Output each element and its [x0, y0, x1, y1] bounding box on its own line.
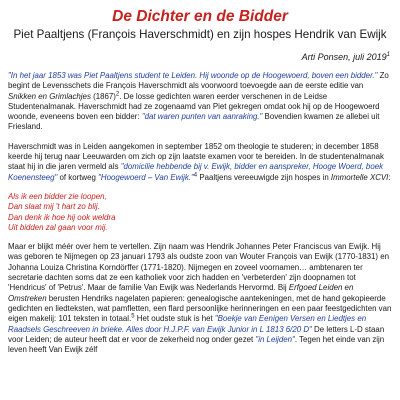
- quote: "dat waren punten van aanraking.": [141, 112, 263, 122]
- page-subtitle: Piet Paaltjens (François Haverschmidt) en zijn hospes Hendrik van Ewijk: [13, 28, 387, 41]
- footnote-ref[interactable]: 1: [386, 52, 390, 58]
- body-text: . De losse gedichten waren eerder verschenen in de Leidse Studentenalmanak. Haverschmidt had ze zogenaamd van Piet gekregen omdat ook hij op de Hoogewoerd woonde, eveneens boven een bidder:: [8, 91, 380, 122]
- body-text: berusten Hendriks nagelaten papieren: genealogische aantekeningen, met de hand gekopieerde gedichten en liedteksten, wat pamfletten, een flard persoonlijke herinneringen en een paar feestgedichten van eigen makelij: 101 teksten in totaal.: [8, 293, 392, 324]
- body-text: . Tegen het einde van zijn leven heeft Van Ewijk zélf: [8, 334, 385, 355]
- poem-line: Dan denk ik hoe hij ook weldra: [8, 212, 116, 222]
- body-text: Paaltjens vereeuwigde zijn hospes in: [197, 172, 331, 182]
- paragraph-3: [8, 242, 392, 355]
- body-text: Zo begint de Levensschets die François Haverschmidt als voorwoord toevoegde aan de eerste editie van: [8, 71, 389, 91]
- body-text: Maar er blijkt méér over hem te vertellen. Zijn naam was Hendrik Johannes Peter Franciscus van Ewijk. Hij was geboren te Nijmegen op 23 januari 1793 als oudste zoon van Wouter François van Ewijk (1770-1831) en Johanna Louiza Christina Korndörffer (1771-1820). Nijmegen en zoveel voornamen… ambtenaren ter secretarie dachten soms dat ze een katholiek voor zich hadden en 'verbeterden' zijn doopnamen tot 'Hendricus' of 'Petrus'. Maar de familie Van Ewijk was Nederlands Hervormd. Bij: [8, 242, 390, 293]
- body-text: of kortweg: [57, 172, 99, 182]
- body-text: De letters L-D staan voor Leiden; de auteur heeft dat er voor de zekerheid nog onder gezet: [8, 324, 385, 344]
- body-text: :: [388, 172, 391, 182]
- author-line: [8, 52, 390, 63]
- paragraph-1: [8, 71, 392, 133]
- poem-line: Als ik een bidder zie loopen,: [8, 191, 107, 201]
- paragraph-2: [8, 142, 392, 183]
- page-title: De Dichter en de Bidder: [112, 8, 288, 25]
- author-name: Arti Ponsen, juli 2019: [301, 52, 387, 62]
- footnote-ref[interactable]: 4: [193, 172, 198, 179]
- quote: "In het jaar 1853 was Piet Paaltjens student te Leiden. Hij woonde op de Hoogewoerd, boven een bidder.": [8, 71, 378, 80]
- footnote-ref[interactable]: 5: [131, 313, 135, 320]
- poem-title: Immortelle XCVI: [330, 172, 389, 182]
- poem: [8, 192, 392, 233]
- body-text: Bovendien kwamen ze allebei uit Friesland.: [8, 112, 380, 132]
- archive-name: Erfgoed Leiden en Omstreken: [8, 283, 354, 303]
- book-title: Snikken en Grimlachjes: [8, 91, 91, 101]
- footnote-ref[interactable]: 2: [115, 90, 120, 97]
- poem-line: Dan slaat mij 't hart zo blij.: [8, 202, 100, 212]
- quote: "Hoogewoerd – Van Ewijk.": [98, 172, 194, 182]
- poem-line: Uit bidden zal gaan voor mij.: [8, 222, 108, 232]
- body-text: Het oudste stuk is het: [134, 314, 215, 324]
- quote: "domicilie hebbende bij v. Ewijk, bidder en aanspreker, Hooge Woerd, boek Koenensteeg": [8, 162, 384, 182]
- quote: "Boekje van Eenigen Versen en Liedtjes en Raadsels Geschreeven in brieke. Alles door H.J.P.F. van Ewijk Junior in L 1813 6/20 D": [8, 314, 367, 334]
- body-text: Haverschmidt was in Leiden aangekomen in september 1852 om theologie te studeren; in december 1858 keerde hij terug naar Leeuwarden om zich op zijn laatste examen voor te bereiden. In de studentenalmanak staat hij in die jaren vermeld als: [8, 141, 384, 172]
- body-text: (1867): [90, 91, 116, 101]
- quote: "in Leijden": [255, 334, 295, 344]
